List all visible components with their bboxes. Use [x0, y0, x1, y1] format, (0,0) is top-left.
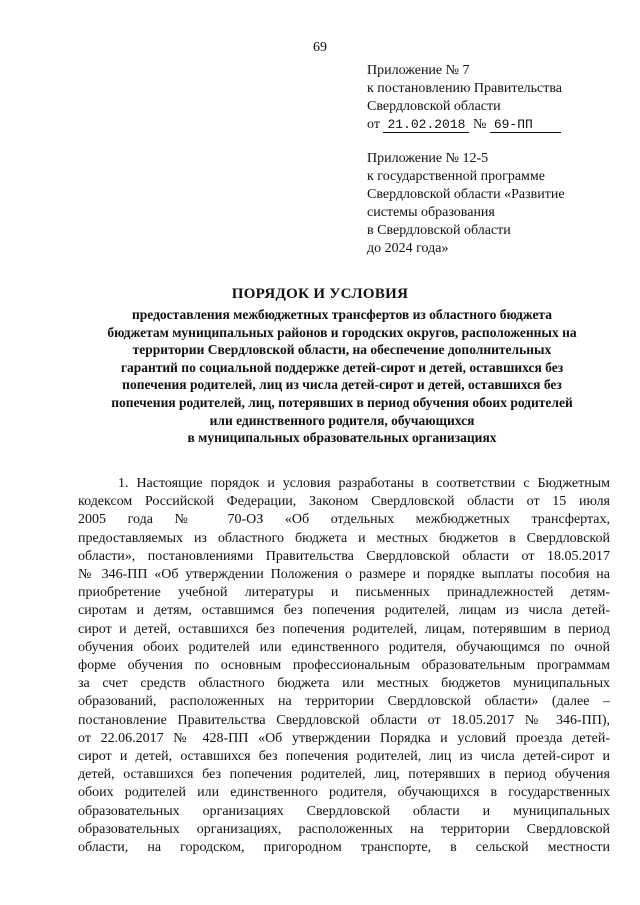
body-line: образований, расположенных на территории Свердловской области» (далее –: [78, 694, 610, 710]
body-line: № 346-ПП «Об утверждении Положения о размере и порядке выплаты пособия на: [78, 567, 610, 583]
appendix-12-5-line: системы образования: [367, 205, 495, 220]
subtitle-line: бюджетам муниципальных районов и городских округов, расположенных на: [107, 324, 577, 340]
body-text: [78, 475, 610, 857]
body-line: образовательных организациях Свердловской области и муниципальных: [78, 803, 610, 819]
subtitle-line: территории Свердловской области, на обеспечение дополнительных: [132, 342, 552, 358]
subtitle-line: предоставления межбюджетных трансфертов из областного бюджета: [132, 307, 552, 322]
subtitle-line: в муниципальных образовательных организациях: [187, 430, 497, 446]
appendix-12-5-line: до 2024 года»: [367, 241, 449, 256]
resolution-date: 21.02.2018: [383, 117, 469, 133]
appendix-12-5-block: [367, 150, 617, 258]
body-line: 1. Настоящие порядок и условия разработаны в соответствии с Бюджетным: [118, 476, 610, 491]
body-line: образовательных организациях, расположенных на территории Свердловской: [78, 821, 610, 837]
page-number: 69: [313, 40, 327, 55]
subtitle-line: гарантий по социальной поддержке детей-сирот и детей, оставшихся без: [120, 359, 564, 375]
body-line: сирот и детей, оставшихся без попечения родителей, лицам, потерявшим в период: [78, 621, 610, 637]
body-line: обучения обоих родителей или единственного родителя, обучающимся по очной: [78, 639, 610, 655]
appendix-7-line2: к постановлению Правительства: [367, 81, 563, 96]
body-line: сирот и детей, оставшихся без попечения родителей, лиц из числа детей-сирот и: [78, 749, 610, 765]
subtitle-line: попечения родителей, лиц, потерявших в период обучения обоих родителей: [111, 394, 573, 410]
document-title: ПОРЯДОК И УСЛОВИЯ: [231, 286, 409, 302]
subtitle-line: или единственного родителя, обучающихся: [209, 412, 475, 428]
appendix-12-5-line: в Свердловской области: [367, 223, 511, 238]
document-subtitle: [72, 306, 612, 447]
body-line: области, на городском, пригородном транспорте, в сельской местности: [78, 840, 610, 856]
body-line: сиротам и детям, оставшимся без попечения родителей, лицам из числа детей-: [78, 603, 610, 619]
body-line: постановление Правительства Свердловской области от 18.05.2017 № 346-ПП),: [78, 712, 610, 728]
from-label: от: [367, 117, 380, 132]
body-line: за счет средств областного бюджета или местных бюджетов муниципальных: [78, 676, 610, 692]
number-label: №: [472, 117, 487, 132]
body-line: от 22.06.2017 № 428-ПП «Об утверждении Порядка и условий проезда детей-: [78, 730, 610, 746]
body-line: предоставляемых из областного бюджета и местных бюджетов в Свердловской: [78, 530, 610, 546]
body-line: кодексом Российской Федерации, Законом Свердловской области от 15 июля: [78, 494, 610, 510]
body-line: обоих родителей или единственного родителя, обучающихся в государственных: [78, 785, 610, 801]
appendix-7-title: Приложение № 7: [367, 63, 470, 78]
appendix-7-line3: Свердловской области: [367, 99, 501, 114]
body-line: приобретение учебной литературы и письменных принадлежностей детям-: [78, 585, 610, 601]
body-line: форме обучения по основным профессиональным образовательным программам: [78, 658, 610, 674]
appendix-12-5-line: к государственной программе: [367, 169, 545, 184]
appendix-7-block: [367, 62, 617, 134]
resolution-number: 69-ПП: [490, 117, 561, 133]
body-line: детей, оставшихся без попечения родителей, лиц, потерявших в период обучения: [78, 767, 610, 783]
subtitle-line: попечения родителей, лиц из числа детей-сирот и детей, оставшихся без: [122, 377, 562, 393]
appendix-12-5-line: Свердловской области «Развитие: [367, 187, 565, 202]
body-line: области», постановлениями Правительства Свердловской области от 18.05.2017: [78, 548, 610, 564]
appendix-12-5-line: Приложение № 12-5: [367, 151, 489, 166]
body-line: 2005 года № 70-ОЗ «Об отдельных межбюджетных трансфертах,: [78, 512, 610, 528]
appendix-7-date-line: [367, 116, 617, 134]
